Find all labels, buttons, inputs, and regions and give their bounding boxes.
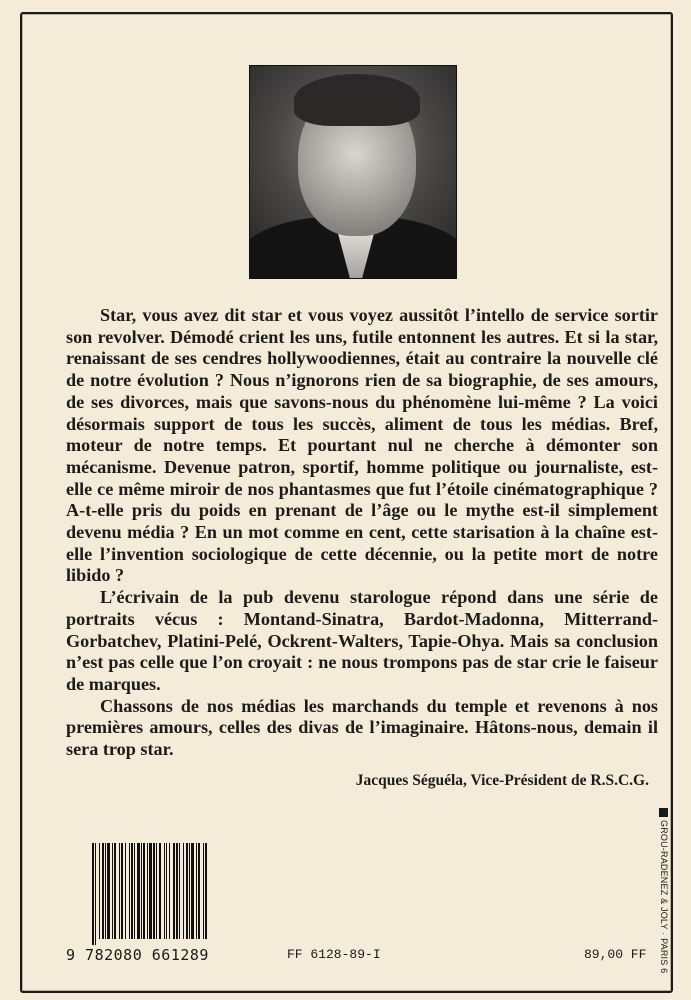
photo-hair bbox=[294, 74, 420, 126]
reference-code: FF 6128-89-I bbox=[287, 947, 381, 962]
printer-imprint bbox=[659, 808, 669, 973]
blurb-paragraph: Star, vous avez dit star et vous voyez aussitôt l’intello de service sortir son revolver. Démodé crient les uns, futile entonnent les autres. Et si la star, renaissant de ses cendres hollywoodiennes, était au contraire la nouvelle clé de notre évolution ? Nous n’ignorons rien de sa biographie, de ses amours, de ses divorces, mais que savons-nous du phénomène lui-même ? La voici désormais support de tous les succès, aliment de tous les médias. Bref, moteur de notre temps. Et pourtant nul ne cherche à démonter son mécanisme. Devenue patron, sportif, homme politique ou journaliste, est-elle ce même miroir de nos phantasmes que fut l’étoile cinématographique ? A-t-elle pris du poids en prenant de l’âge ou le mythe est-il simplement devenu média ? En un mot comme en cent, cette starisation à la chaîne est-elle l’invention sociologique de cette décennie, ou la petite mort de notre libido ? bbox=[66, 305, 658, 586]
isbn-number: 9 782080 661289 bbox=[66, 946, 209, 964]
barcode-icon bbox=[92, 843, 207, 945]
blurb-paragraph: Chassons de nos médias les marchands du temple et revenons à nos premières amours, celles des divas de l’imaginaire. Hâtons-nous, demain il sera trop star. bbox=[66, 695, 658, 760]
printer-logo-icon bbox=[659, 808, 668, 817]
author-signature: Jacques Séguéla, Vice-Président de R.S.C.G. bbox=[355, 772, 649, 789]
author-photo bbox=[249, 65, 457, 279]
back-cover-blurb bbox=[66, 305, 658, 761]
blurb-paragraph: L’écrivain de la pub devenu starologue répond dans une série de portraits vécus : Montand-Sinatra, Bardot-Madonna, Mitterrand-Gorbatchev, Platini-Pelé, Ockrent-Walters, Tapie-Ohya. Mais sa conclusion n’est pas celle que l’on croyait : ne nous trompons pas de star crie le faiseur de marques. bbox=[66, 587, 658, 694]
printer-text: GROU-RADENEZ & JOLY · PARIS 6 bbox=[659, 820, 669, 974]
price: 89,00 FF bbox=[584, 947, 647, 962]
